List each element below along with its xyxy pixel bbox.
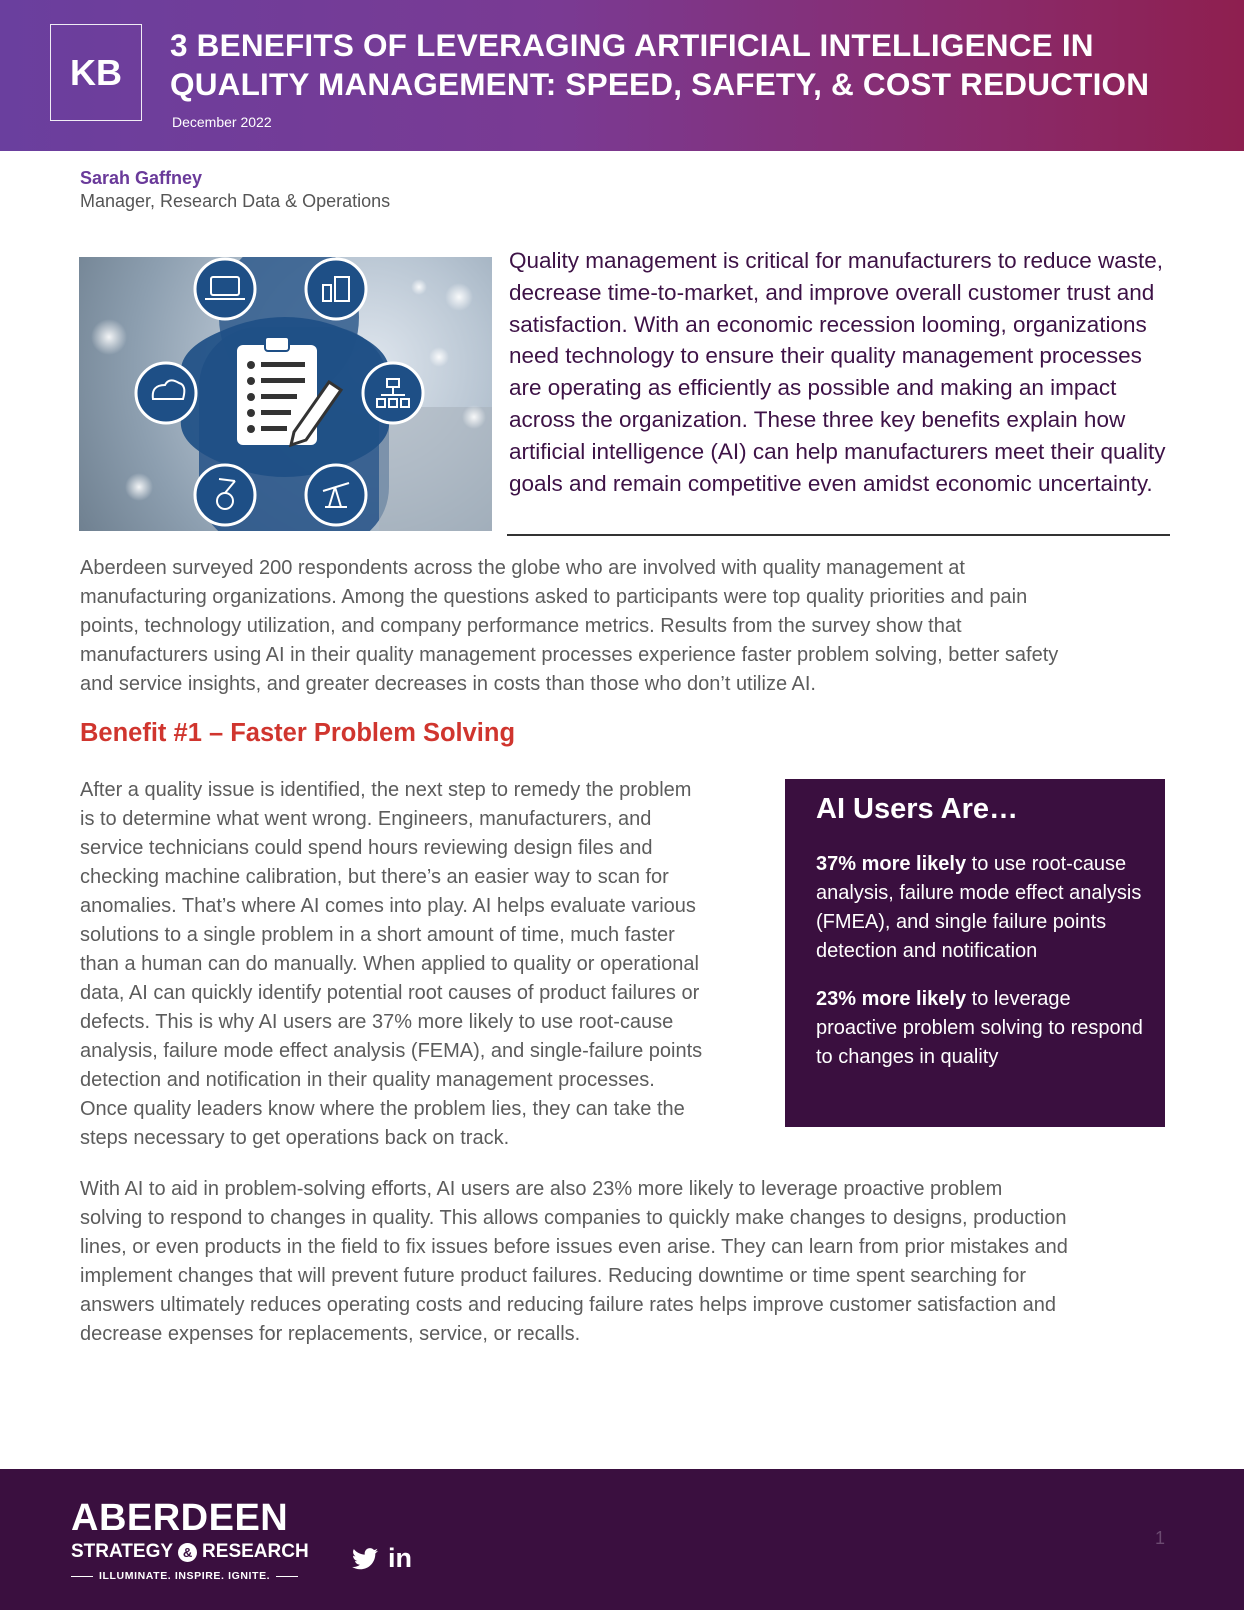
- intro-divider: [507, 534, 1170, 536]
- logo-tagline: [71, 1570, 298, 1582]
- twitter-icon[interactable]: [352, 1548, 378, 1570]
- survey-line: points, technology utilization, and company performance metrics. Results from the survey show that: [80, 615, 962, 637]
- survey-line: and service insights, and greater decreases in costs than those who don’t utilize AI.: [80, 673, 816, 695]
- title-line-2: QUALITY MANAGEMENT: SPEED, SAFETY, & COST REDUCTION: [170, 66, 1150, 102]
- author-name: Sarah Gaffney: [80, 168, 203, 188]
- paragraph-line: Once quality leaders know where the problem lies, they can take the: [80, 1098, 685, 1120]
- paragraph-line: solutions to a single problem in a short amount of time, much faster: [80, 924, 675, 946]
- paragraph-line: lines, or even products in the field to fix issues before issues even arise. They can learn from prior mistakes and: [80, 1236, 1068, 1258]
- social-links: [352, 1543, 412, 1574]
- paragraph-line: solving to respond to changes in quality. This allows companies to quickly make changes to designs, production: [80, 1207, 1067, 1229]
- oil-pump-icon: [306, 465, 366, 525]
- callout-stat-2: [816, 985, 1145, 1072]
- stats-callout: [785, 779, 1165, 1127]
- footer: [0, 1469, 1244, 1610]
- stat-1-text: to use root-cause analysis, failure mode effect analysis (FMEA), and single failure points detection and notification: [816, 853, 1142, 962]
- paragraph-line: analysis, failure mode effect analysis (FEMA), and single-failure points: [80, 1040, 703, 1062]
- paragraph-line: checking machine calibration, but there’s an easier way to scan for: [80, 866, 669, 888]
- benefit-1-paragraph-2: [80, 1175, 1200, 1349]
- paragraph-line: steps necessary to get operations back on track.: [80, 1127, 510, 1149]
- header-banner: [0, 0, 1244, 151]
- paragraph-line: defects. This is why AI users are 37% more likely to use root-cause: [80, 1011, 674, 1033]
- hero-illustration: [79, 257, 492, 531]
- paragraph-line: than a human can do manually. When applied to quality or operational: [80, 953, 699, 975]
- publish-date: December 2022: [172, 114, 272, 130]
- paragraph-line: anomalies. That’s where AI comes into play. AI helps evaluate various: [80, 895, 696, 917]
- callout-stat-1: [816, 850, 1145, 966]
- kb-badge: KB: [50, 24, 142, 121]
- paragraph-line: With AI to aid in problem-solving efforts, AI users are also 23% more likely to leverage proactive problem: [80, 1178, 1003, 1200]
- stat-1-highlight: 37% more likely: [816, 853, 967, 875]
- logo-subtitle: [71, 1541, 309, 1563]
- stat-2-highlight: 23% more likely: [816, 988, 967, 1010]
- survey-line: manufacturers using AI in their quality management processes experience faster problem solving, better safety: [80, 644, 1059, 666]
- hero-image: [79, 257, 492, 531]
- cloud-gear-icon: [136, 363, 196, 423]
- callout-title: AI Users Are…: [816, 793, 1019, 825]
- intro-paragraph: Quality management is critical for manufacturers to reduce waste, decrease time-to-market, and improve overall customer trust and satisfaction. With an economic recession looming, organizations need technology to ensure their quality management processes are operating as efficiently as possible and making an impact across the organization. These three key benefits explain how artificial intelligence (AI) can help manufacturers meet their quality goals and remain competitive even amidst economic uncertainty.: [509, 248, 1166, 496]
- author-role: Manager, Research Data & Operations: [80, 191, 391, 211]
- paragraph-line: After a quality issue is identified, the next step to remedy the problem: [80, 779, 692, 801]
- robot-arm-icon: [195, 465, 255, 525]
- page-number: 1: [1155, 1528, 1166, 1548]
- logo-sub-left: STRATEGY: [71, 1541, 174, 1562]
- paragraph-line: service technicians could spend hours reviewing design files and: [80, 837, 653, 859]
- benefit-1-paragraph-1: [80, 776, 780, 1153]
- logo-sub-right: RESEARCH: [202, 1541, 309, 1562]
- brain-laptop-icon: [195, 259, 255, 319]
- linkedin-icon[interactable]: in: [388, 1543, 412, 1573]
- paragraph-line: data, AI can quickly identify potential root causes of product failures or: [80, 982, 700, 1004]
- paragraph-line: detection and notification in their quality management processes.: [80, 1069, 655, 1091]
- tagline-rule-right: [276, 1576, 298, 1577]
- tagline-text: ILLUMINATE. INSPIRE. IGNITE.: [99, 1570, 271, 1582]
- aberdeen-logo: ABERDEEN: [71, 1497, 289, 1539]
- tagline-rule-left: [71, 1576, 93, 1577]
- paragraph-line: decrease expenses for replacements, service, or recalls.: [80, 1323, 581, 1345]
- benefit-1-heading: Benefit #1 – Faster Problem Solving: [80, 719, 516, 747]
- ampersand-icon: &: [178, 1543, 197, 1562]
- survey-line: manufacturing organizations. Among the questions asked to participants were top quality priorities and pain: [80, 586, 1028, 608]
- stat-2-text: to leverage proactive problem solving to respond to changes in quality: [816, 988, 1143, 1068]
- paragraph-line: implement changes that will prevent future product failures. Reducing downtime or time spent searching for: [80, 1265, 1027, 1287]
- page-title: [170, 26, 1240, 104]
- survey-line: Aberdeen surveyed 200 respondents across the globe who are involved with quality management at: [80, 557, 965, 579]
- paragraph-line: is to determine what went wrong. Engineers, manufacturers, and: [80, 808, 652, 830]
- survey-paragraph: [80, 554, 1190, 699]
- title-line-1: 3 BENEFITS OF LEVERAGING ARTIFICIAL INTELLIGENCE IN: [170, 27, 1094, 63]
- paragraph-line: answers ultimately reduces operating costs and reducing failure rates helps improve customer satisfaction and: [80, 1294, 1057, 1316]
